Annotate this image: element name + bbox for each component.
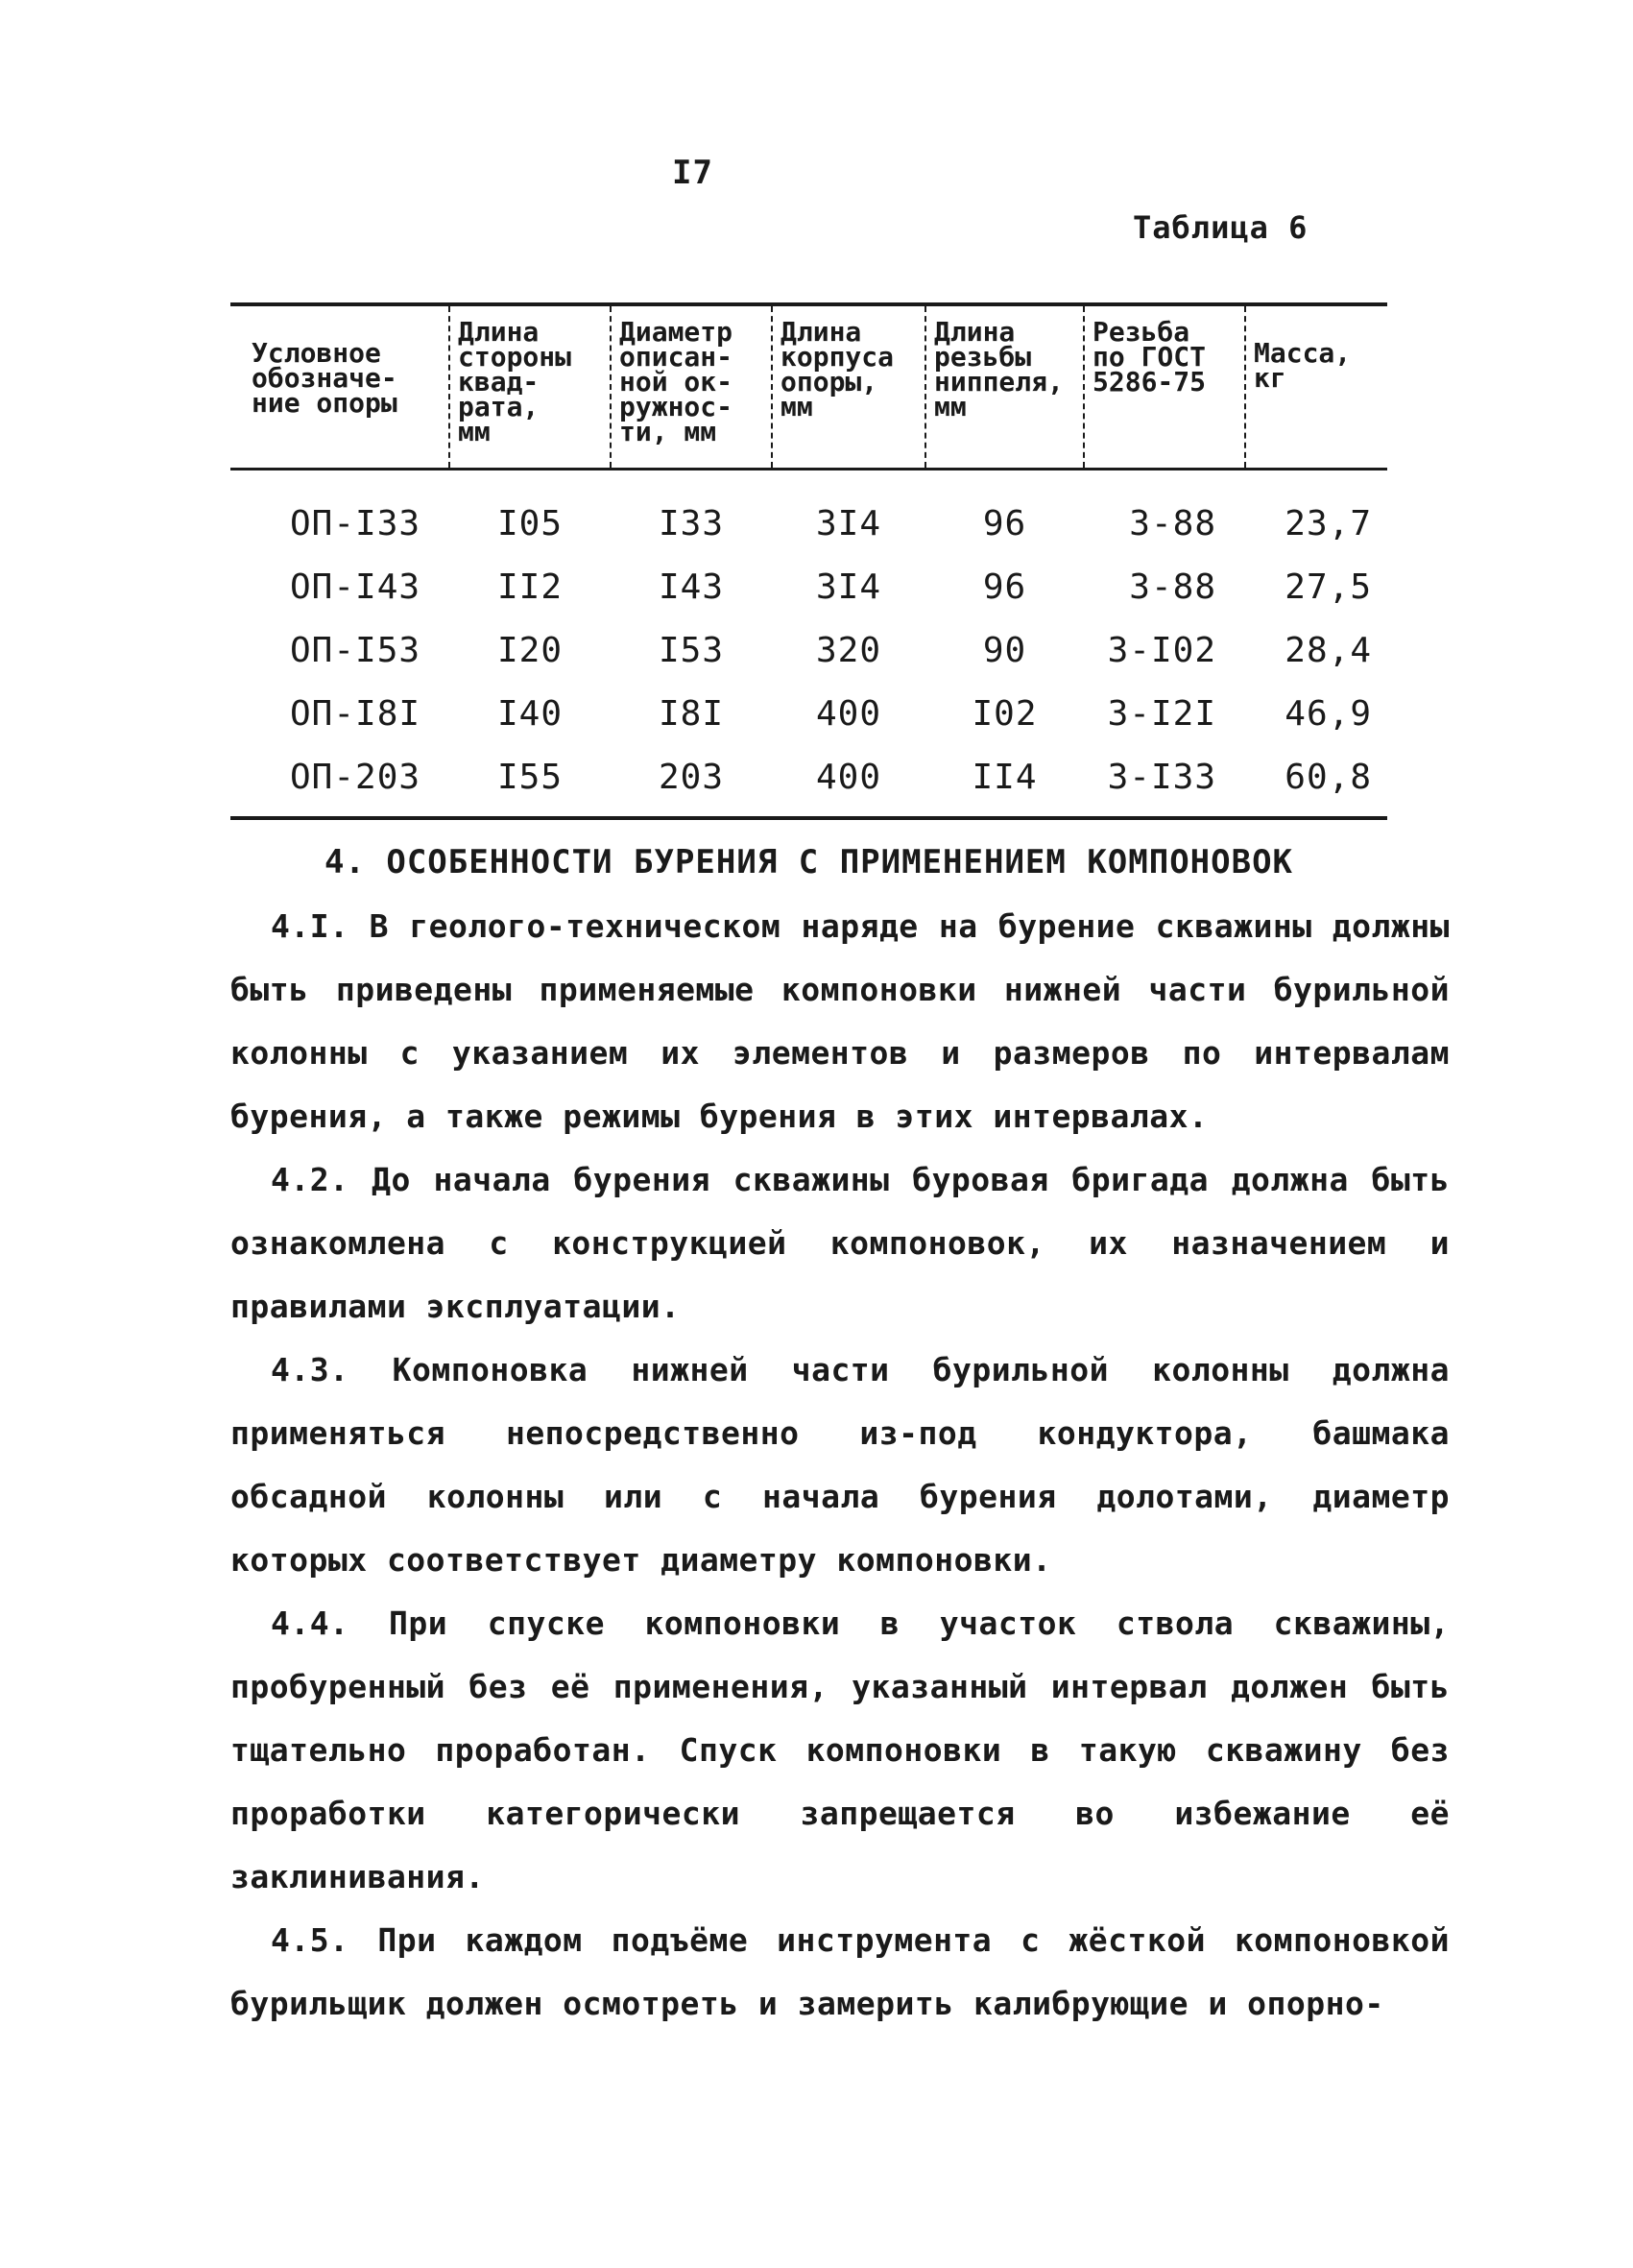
cell-gost-thread: 3-88 <box>1129 567 1216 607</box>
support-spec-table <box>230 302 1387 820</box>
cell-mass: 28,4 <box>1285 630 1372 670</box>
cell-square-side: I55 <box>496 757 564 797</box>
cell-circle-diameter: I43 <box>658 567 725 607</box>
page-number: I7 <box>672 154 713 192</box>
cell-gost-thread: 3-I2I <box>1107 693 1216 734</box>
col-header-circle-diameter: Диаметр описан- ной ок- ружнос- ти, мм <box>611 304 772 470</box>
cell-mass: 27,5 <box>1285 567 1372 607</box>
body-text <box>230 895 1450 2036</box>
cell-mass: 60,8 <box>1285 757 1372 797</box>
cell-body-length: 400 <box>815 693 882 734</box>
cell-designation: ОП-I43 <box>290 567 421 607</box>
paragraph-4-5: 4.5. При каждом подъёме инструмента с жёсткой компоновкой бурильщик должен осмотреть и замерить калибрующие и опорно- <box>230 1921 1450 2022</box>
cell-body-length: 400 <box>815 757 882 797</box>
table-row <box>230 618 1387 682</box>
col-header-square-side: Длина стороны квад- рата, мм <box>449 304 611 470</box>
cell-designation: ОП-I33 <box>290 503 421 543</box>
cell-circle-diameter: I8I <box>658 693 725 734</box>
cell-square-side: I40 <box>496 693 564 734</box>
section-heading: 4. ОСОБЕННОСТИ БУРЕНИЯ С ПРИМЕНЕНИЕМ КОМПОНОВОК <box>324 843 1294 881</box>
cell-designation: ОП-I8I <box>290 693 421 734</box>
col-header-designation: Условное обозначе- ние опоры <box>252 337 397 419</box>
paragraph-4-4: 4.4. При спуске компоновки в участок ствола скважины, пробуренный без её применения, указанный интервал должен быть тщательно проработан. Спуск компоновки в такую скважину без проработки категорически запрещается во избежание её заклинивания. <box>230 1604 1450 1895</box>
cell-nipple-thread-length: 96 <box>982 567 1027 607</box>
col-header-body-length: Длина корпуса опоры, мм <box>772 304 925 470</box>
paragraph-4-3: 4.3. Компоновка нижней части бурильной колонны должна применяться непосредственно из-под кондуктора, башмака обсадной колонны или с начала бурения долотами, диаметр которых соответствует диаметру компоновки. <box>230 1351 1450 1579</box>
cell-designation: ОП-203 <box>290 757 421 797</box>
col-header-gost-thread: Резьба по ГОСТ 5286-75 <box>1084 304 1245 470</box>
cell-nipple-thread-length: I02 <box>972 693 1038 734</box>
cell-circle-diameter: 203 <box>658 757 725 797</box>
cell-designation: ОП-I53 <box>290 630 421 670</box>
cell-square-side: I05 <box>496 503 564 543</box>
cell-circle-diameter: I33 <box>658 503 725 543</box>
cell-nipple-thread-length: II4 <box>972 757 1038 797</box>
cell-gost-thread: 3-I33 <box>1107 757 1216 797</box>
table-header-row <box>230 304 1387 470</box>
paragraph-4-1: 4.I. В геолого-техническом наряде на бурение скважины должны быть приведены применяемые компоновки нижней части бурильной колонны с указанием их элементов и размеров по интервалам бурения, а также режимы бурения в этих интервалах. <box>230 907 1450 1135</box>
cell-circle-diameter: I53 <box>658 630 725 670</box>
table-row <box>230 555 1387 618</box>
cell-mass: 46,9 <box>1285 693 1372 734</box>
cell-body-length: 320 <box>815 630 882 670</box>
cell-body-length: 3I4 <box>815 503 882 543</box>
col-header-mass: Масса, кг <box>1245 304 1387 470</box>
col-header-nipple-thread-length: Длина резьбы ниппеля, мм <box>925 304 1084 470</box>
table-row <box>230 470 1387 556</box>
paragraph-4-2: 4.2. До начала бурения скважины буровая бригада должна быть ознакомлена с конструкцией компоновок, их назначением и правилами эксплуатации. <box>230 1161 1450 1325</box>
cell-mass: 23,7 <box>1285 503 1372 543</box>
cell-square-side: I20 <box>496 630 564 670</box>
table-label: Таблица 6 <box>1133 209 1309 246</box>
table-row <box>230 745 1387 818</box>
cell-nipple-thread-length: 96 <box>982 503 1027 543</box>
cell-nipple-thread-length: 90 <box>982 630 1027 670</box>
cell-square-side: II2 <box>496 567 564 607</box>
cell-gost-thread: 3-I02 <box>1107 630 1216 670</box>
table-row <box>230 682 1387 745</box>
cell-body-length: 3I4 <box>815 567 882 607</box>
cell-gost-thread: 3-88 <box>1129 503 1216 543</box>
